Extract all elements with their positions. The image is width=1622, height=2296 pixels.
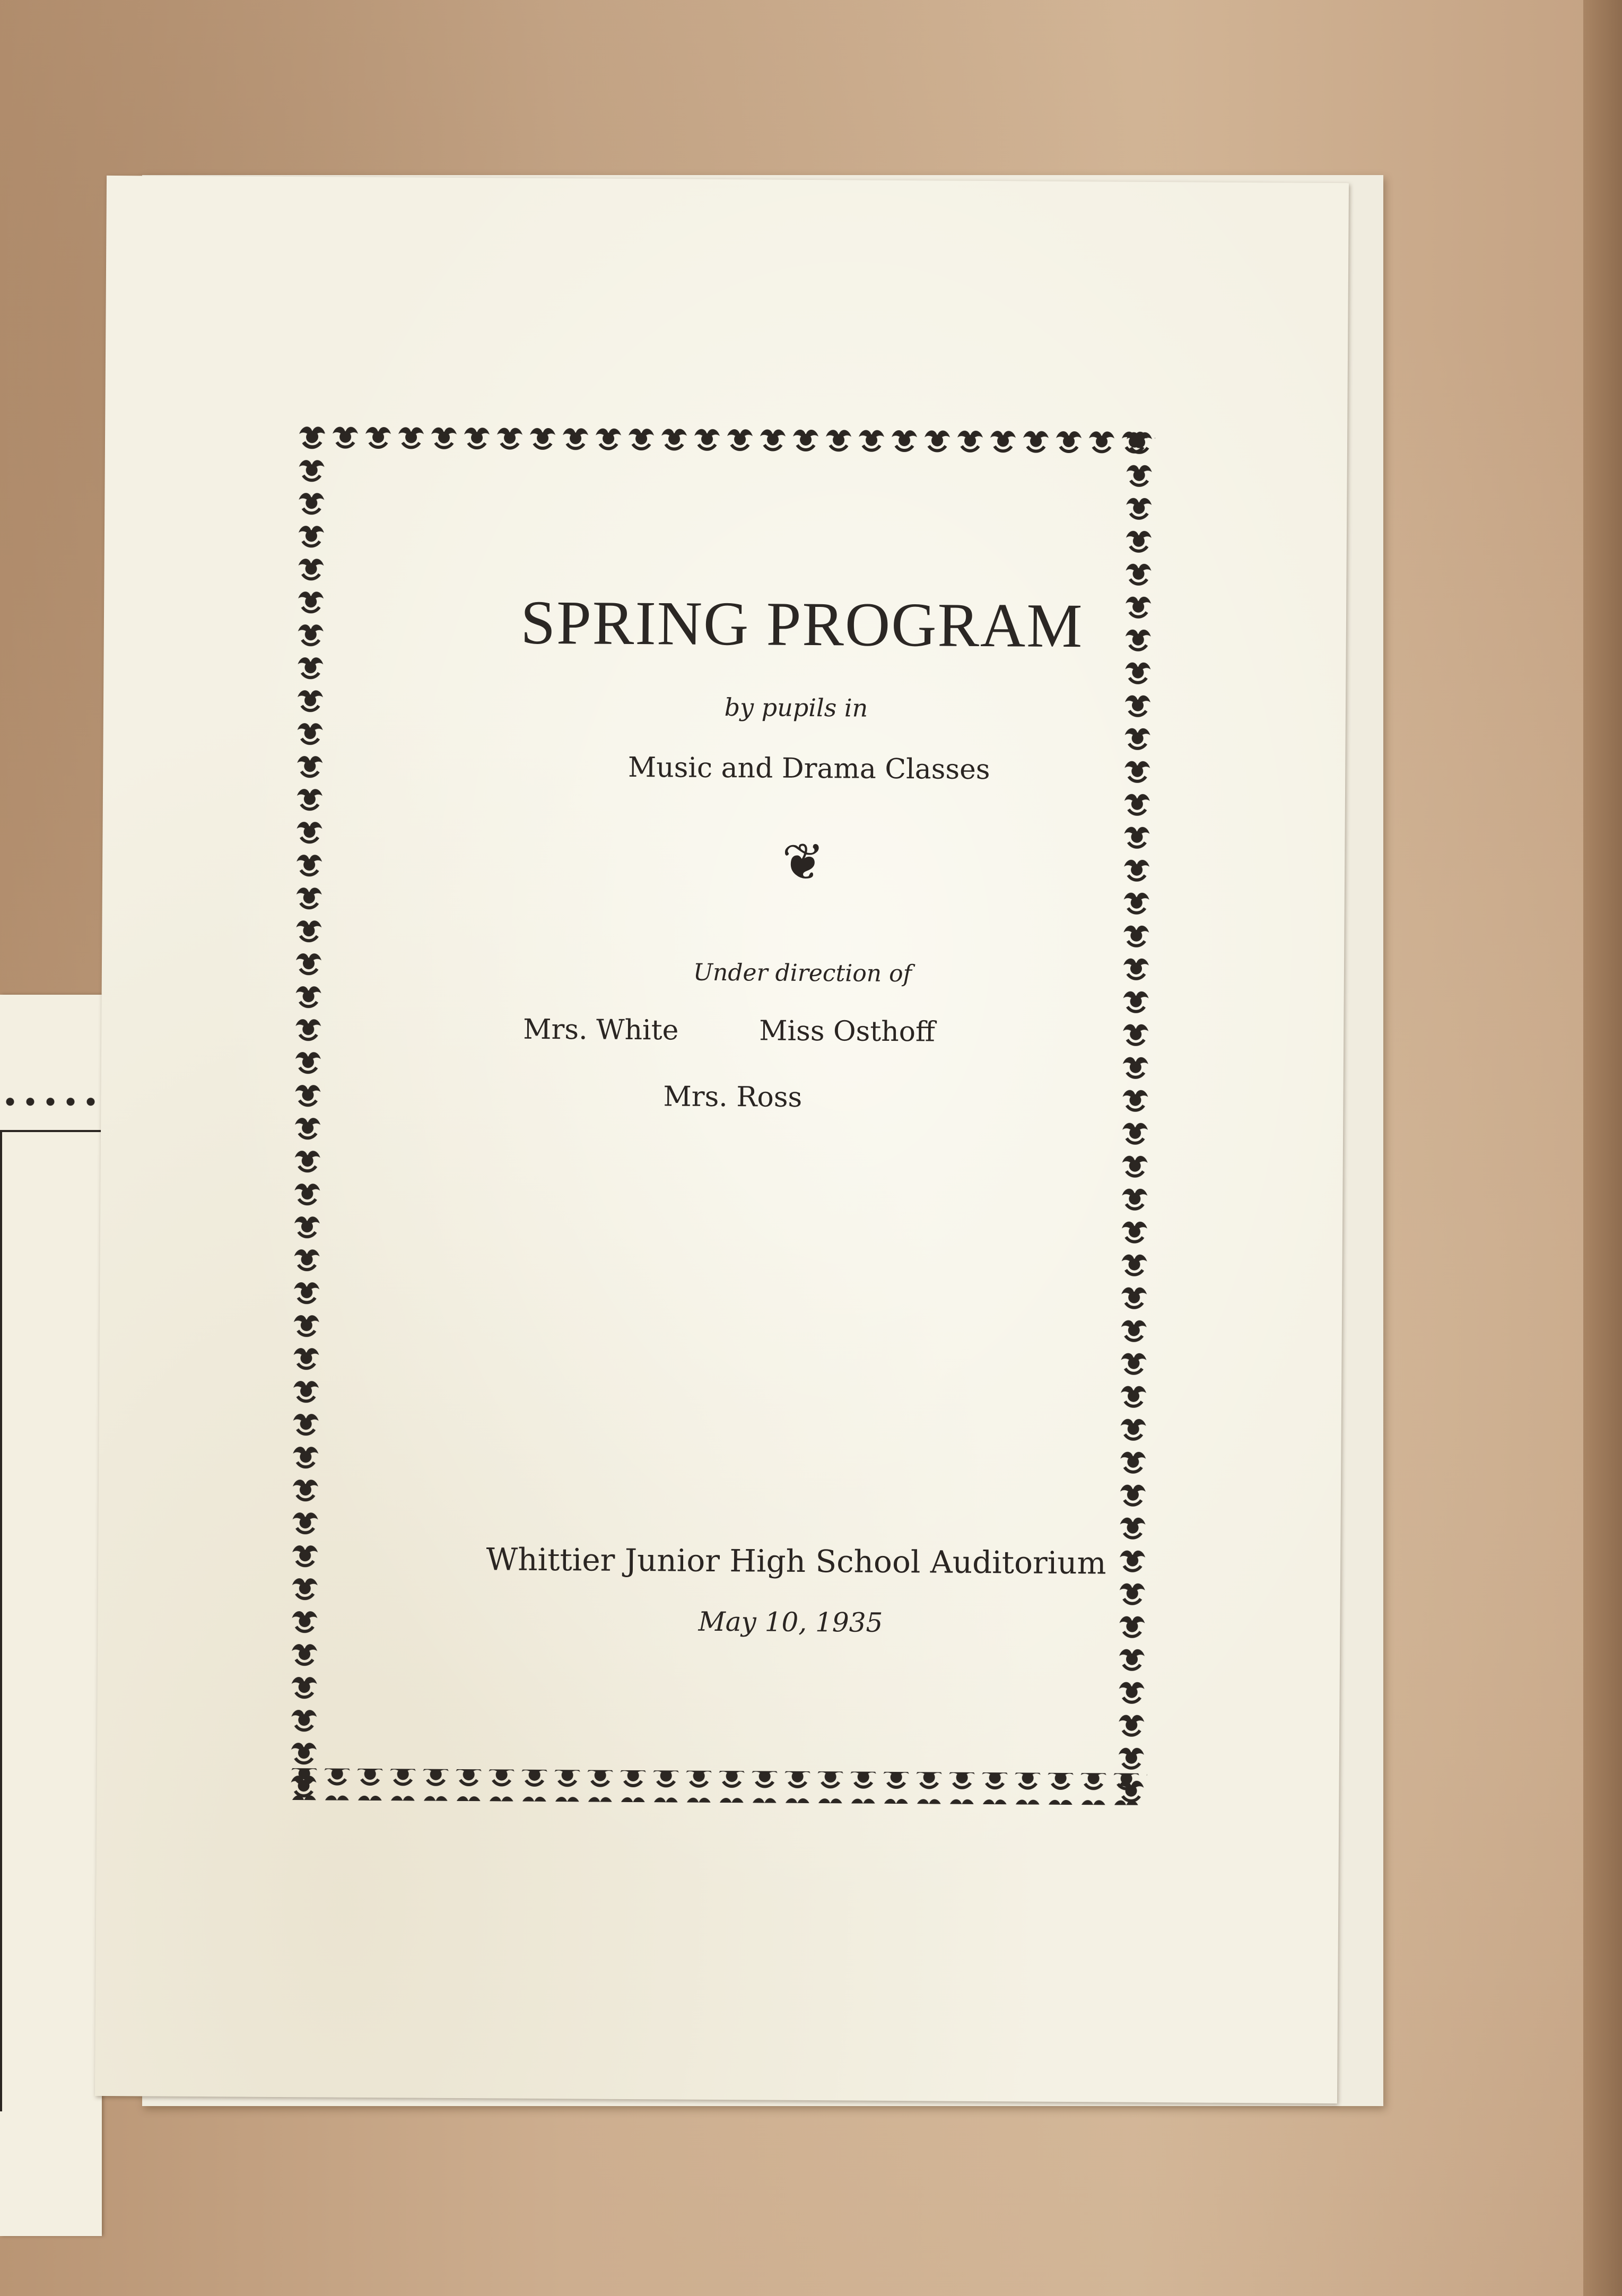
album-page-edge [1583,0,1622,2296]
underlying-card-rule-vertical [0,1130,2,2111]
byline: by pupils in [724,693,868,723]
direction-label: Under direction of [693,959,912,988]
underlying-card [0,995,102,2236]
program-date: May 10, 1935 [698,1606,883,1638]
underlying-card-ornament [0,1093,102,1108]
director-white: Mrs. White [523,1013,679,1047]
director-osthoff: Miss Osthoff [759,1015,936,1048]
program-cover [95,176,1349,2103]
program-title: SPRING PROGRAM [520,587,1084,661]
classes-line: Music and Drama Classes [627,751,990,786]
venue: Whittier Junior High School Auditorium [486,1541,1106,1581]
director-ross: Mrs. Ross [663,1081,803,1114]
fleuron-icon: ❦ [781,832,825,892]
underlying-card-rule [0,1130,102,1132]
